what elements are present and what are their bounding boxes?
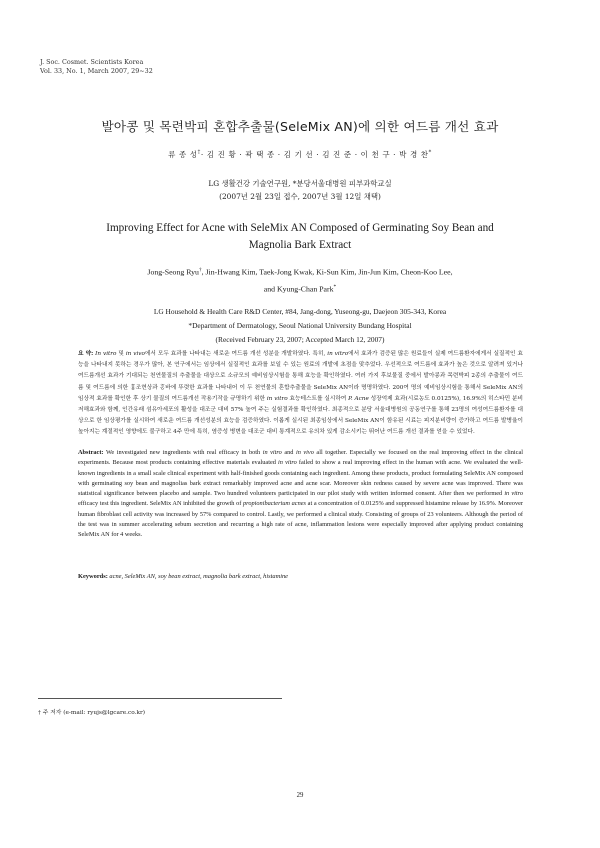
english-abstract [78,448,523,541]
english-abstract-label: Abstract: [78,449,104,456]
korean-affiliation [0,178,600,203]
keywords-label: Keywords: [78,573,108,580]
footnote-divider [38,698,282,699]
korean-abstract-text: 효능테스트를 실시하여 [287,395,349,402]
english-first-author: Jong-Seong Ryu [147,267,199,277]
korean-first-author: 류 종 성 [168,150,198,159]
english-authors-line-2 [40,280,560,297]
korean-authors [0,149,600,160]
footnote-mark: † [38,710,41,716]
korean-abstract-text: 및 [116,351,126,357]
english-affiliation [20,305,580,347]
english-title [20,220,580,253]
english-abstract-italic: in vitro [278,459,297,467]
english-title-line-2: Magnolia Bark Extract [248,238,352,251]
korean-abstract-italic: in vitro [327,351,349,357]
english-abstract-italic: propionibacterium acnes [242,500,306,508]
english-abstract-italic: in vivo [295,449,314,456]
english-corresponding-mark: † [198,267,202,273]
journal-citation [40,58,153,76]
korean-abstract-italic: in vivo [125,351,145,357]
journal-name: J. Soc. Cosmet. Scientists Korea [40,58,144,66]
english-abstract-text: at a concentration of 0.0125% and suppressed histamine release by 16.9%. Moreover human fibroblast cell activity was increased by 57% compared to control. Lastly, we performed a clinical study. Consisting of groups of 23 volunteers. Although the period of the test was in summer accelerating sebum secretion and recurring a high rate of acne, inflammation lesions were especially improved after applying product containing SeleMix AN for 4 weeks. [78,500,523,539]
english-abstract-italic: in vitro [262,449,282,456]
english-abstract-text: We investigated new ingredients with real efficacy in both [103,449,263,456]
korean-other-authors: · 김 진 황 · 곽 택 종 · 김 기 선 · 김 진 준 · 이 천 구 · 박 경 찬 [200,150,429,159]
english-abstract-text: all together. Especially we focused on the real improving effect in the clinical experiments. Because most products containing effective materials evaluated [78,449,524,467]
korean-abstract [78,349,523,439]
english-authors-line-1 [40,263,560,280]
korean-abstract-label: 요 약: [78,351,94,357]
korean-abstract-text: 에서 효과가 검증된 많은 원료들이 실제 여드름환자에게서 실질적인 효능을 나타내지 못하는 경우가 많아, 본 연구에서는 임상에서 실질적인 효과를 보일 수 있는 원료의 개발에 초점을 맞추었다. 우선적으로 여드름에 효과가 높은 것으로 알려져 있거나 여드름개선 효과가 기대되는 천연물질의 추출물을 대상으로 소규모의 예비임상시험을 통해 효능을 확인하였다. 여러 가지 후보물질 중에서 발아콩과 목련박피 2종의 추출물이 여드름 및 여드름에 의한 흉조현상과 홍바에 뚜렷한 효과를 나타내어 이 두 천연물의 혼합추출물을 SeleMix AN이라 명명하였다. 200여 명의 예비임상시험을 통해서 SeleMix AN의 임상적 효과를 확인한 후 상기 물질의 여드름개선 작용기작을 규명하기 위한 [78,351,523,402]
korean-abstract-italic: P. Acne [348,395,369,402]
korean-abstract-italic: in vitro [266,395,288,402]
english-abstract-text: efficacy test this ingredient. SeleMix AN inhibited the growth of [78,500,243,508]
journal-volume: Vol. 33, No. 1, March 2007, 29~32 [40,67,153,75]
footnote-text: 주 저자 (e-mail: ryujs@lgcare.co.kr) [40,710,146,716]
korean-abstract-text: 에서 모두 효과를 나타내는 새로운 여드름 개선 성분을 개발하였다. 특히, [144,351,328,357]
footnote [38,707,145,716]
english-authors [40,263,560,296]
korean-affil-mark: * [428,149,432,156]
english-title-line-1: Improving Effect for Acne with SeleMix AN Composed of Germinating Soy Bean and [106,222,494,234]
english-other-authors: , Jin-Hwang Kim, Taek-Jong Kwak, Ki-Sun Kim, Jin-Jun Kim, Cheon-Koo Lee, [201,267,453,277]
korean-abstract-text: 성장억제 효과(시료농도 0.0125%), 16.9%의 히스타민 분비저해효과와 함께, 인간유래 섬유아세포의 활성을 대조군 대비 57% 높여 주는 실험결과를 확인하였다. 최종적으로 분당 서울대병원의 공동연구를 통해 23명의 여성여드름환자를 대상으로 한 임상평가를 실시하여 새로운 여드름 개선성분의 효능을 검증하였다. 이롭게 실시된 최종임상에서 SeleMix AN이 함유된 시료는 피지분비량이 증가하고 여드름 발병율이 높아지는 계절적인 영향에도 불구하고 4주 만에 특히, 염증성 병변을 대조군 대비 통계적으로 유의차 있게 감소시키는 뛰어난 여드름 개선 결과를 얻을 수 있었다. [78,395,523,436]
english-affil-mark: * [333,283,337,290]
english-affiliation-line-1: LG Household & Health Care R&D Center, #84, Jang-dong, Yuseong-gu, Daejeon 305-343, Korea [153,307,447,316]
korean-abstract-italic: In vitro [95,351,117,357]
english-abstract-italic: in vitro [504,490,523,498]
page-number: 29 [296,792,304,799]
english-affiliation-line-2: *Department of Dermatology, Seoul National University Bundang Hospital [188,321,412,330]
english-last-author: and Kyung-Chan Park [263,284,334,294]
korean-affiliation-line: LG 생활건강 기술연구원, *분당서울대병원 피부과학교실 [208,179,392,188]
english-abstract-text: and [281,449,296,456]
korean-corresponding-mark: † [197,149,201,156]
keywords-list: acne, SeleMix AN, soy bean extract, magnolia bark extract, histamine [107,573,289,580]
keywords [78,573,523,580]
english-received-dates: (Received February 23, 2007; Accepted March 12, 2007) [215,335,385,344]
korean-received-dates: (2007년 2월 23일 접수, 2007년 3월 12일 채택) [219,191,381,201]
korean-title: 발아콩 및 목련박피 혼합추출물(SeleMix AN)에 의한 여드름 개선 효과 [101,119,499,134]
english-abstract-text: failed to show a real improving effect in the human with acne. We evaluated the well-known ingredients in a small scale clinical experiment with half-finished goods containing each ingredient. Among these products, product formulating SeleMix AN composed with germinating soy bean and magnolias bark extract remarkably improved acne and acne scar. Moreover skin redness caused by severe acne was improved. There was statistical significance between placebo and sample. Two hundred volunteers participated in our pilot study with written informed consent. After then we performed [78,459,523,498]
